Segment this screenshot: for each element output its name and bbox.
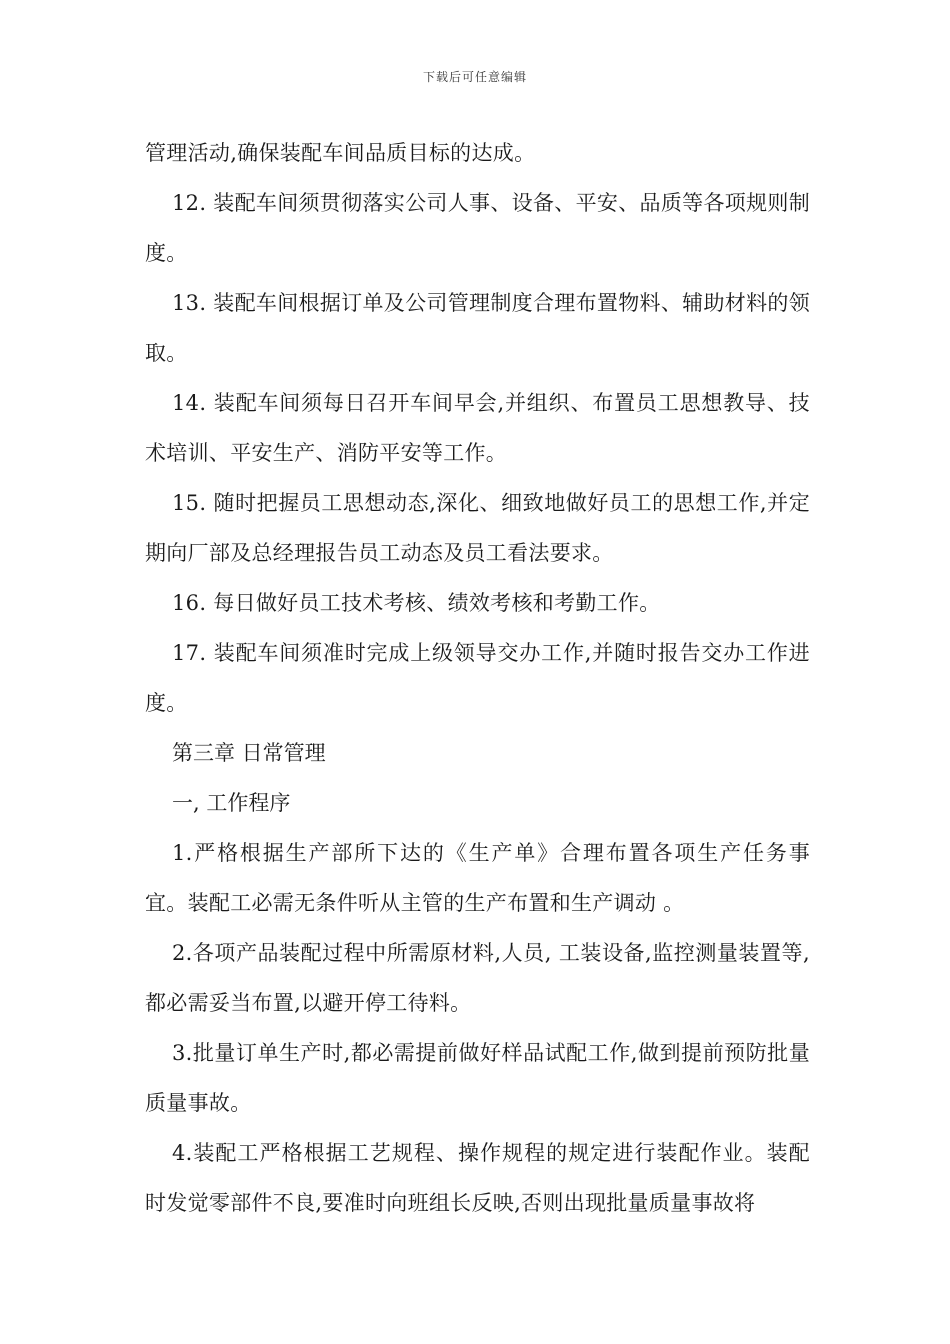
section-heading: 一, 工作程序 <box>172 791 291 815</box>
page-header: 下载后可任意编辑 <box>422 70 527 84</box>
document-body <box>145 128 810 1228</box>
paragraph-continuation: 管理活动,确保装配车间品质目标的达成。 <box>145 141 536 165</box>
procedure-item-2: 2.各项产品装配过程中所需原材料,人员, 工装设备,监控测量装置等,都必需妥当布置,以避开停工待料。 <box>145 941 810 1015</box>
procedure-item-1: 1.严格根据生产部所下达的《生产单》合理布置各项生产任务事宜。装配工必需无条件听从主管的生产布置和生产调动 。 <box>145 841 810 915</box>
paragraph-item-15: 15. 随时把握员工思想动态,深化、细致地做好员工的思想工作,并定期向厂部及总经理报告员工动态及员工看法要求。 <box>145 491 810 565</box>
procedure-item-3: 3.批量订单生产时,都必需提前做好样品试配工作,做到提前预防批量质量事故。 <box>145 1041 810 1115</box>
paragraph-item-17: 17. 装配车间须准时完成上级领导交办工作,并随时报告交办工作进度。 <box>145 641 810 715</box>
paragraph-item-14: 14. 装配车间须每日召开车间早会,并组织、布置员工思想教导、技术培训、平安生产、消防平安等工作。 <box>145 391 810 465</box>
paragraph-item-12: 12. 装配车间须贯彻落实公司人事、设备、平安、品质等各项规则制度。 <box>145 191 810 265</box>
paragraph-item-16: 16. 每日做好员工技术考核、绩效考核和考勤工作。 <box>172 591 661 615</box>
procedure-item-4: 4.装配工严格根据工艺规程、操作规程的规定进行装配作业。装配时发觉零部件不良,要准时向班组长反映,否则出现批量质量事故将 <box>145 1141 810 1215</box>
chapter-heading: 第三章 日常管理 <box>172 741 326 765</box>
paragraph-item-13: 13. 装配车间根据订单及公司管理制度合理布置物料、辅助材料的领取。 <box>145 291 810 365</box>
